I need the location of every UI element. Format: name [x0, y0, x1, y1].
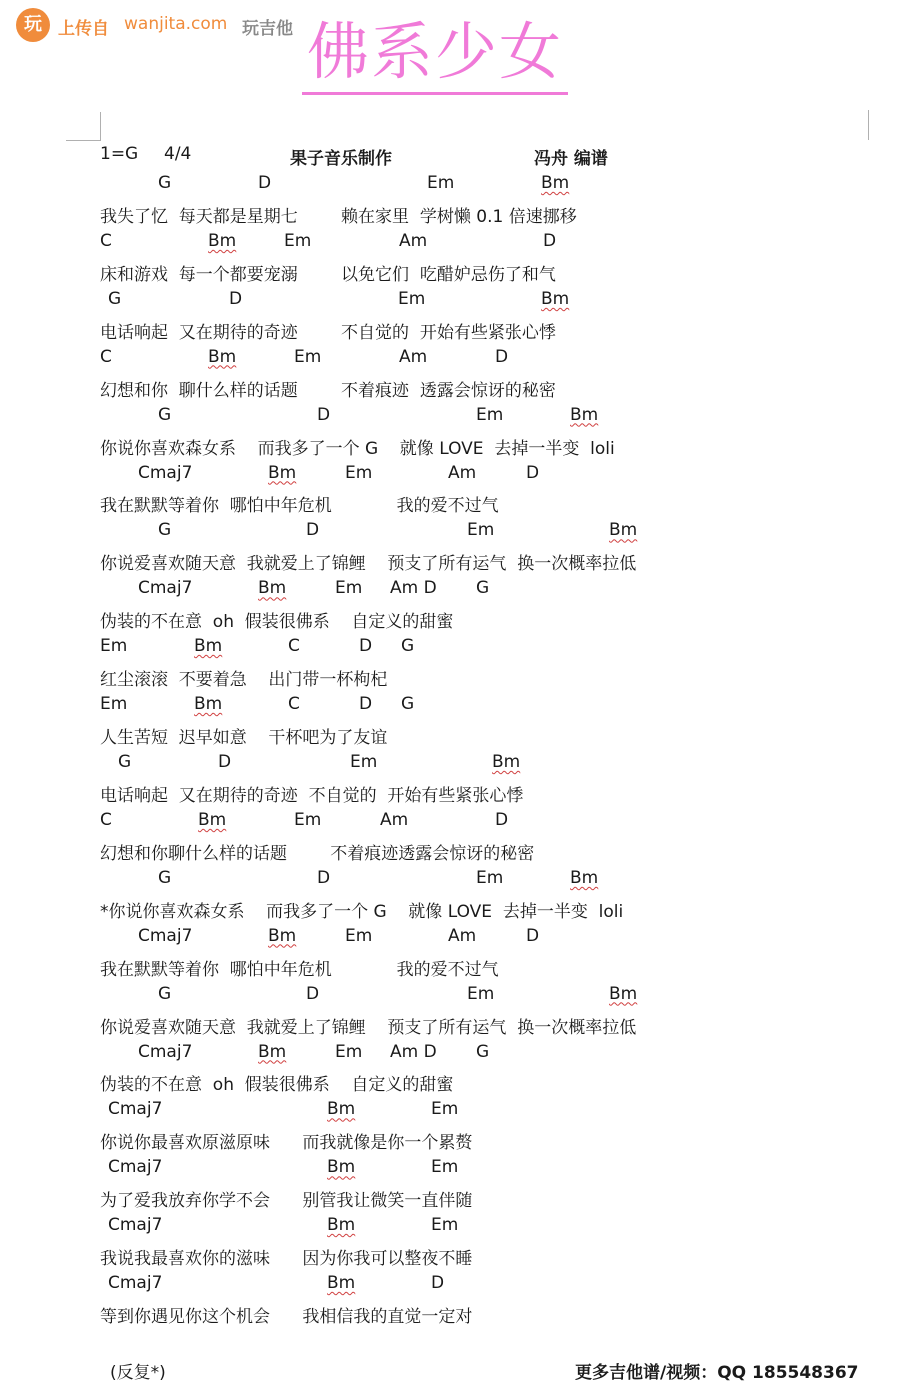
site-logo-icon: 玩 — [16, 8, 50, 42]
chord-symbol: D — [218, 752, 232, 772]
lyric-text: 幻想和你 聊什么样的话题 不着痕迹 透露会惊讶的秘密 — [100, 380, 556, 401]
page-margin-mark-left — [66, 112, 101, 141]
chord-symbol: Em — [345, 462, 373, 483]
chord-symbol: Am — [380, 809, 409, 830]
lyric-text: 电话响起 又在期待的奇迹 不自觉的 开始有些紧张心悸 — [100, 785, 524, 806]
chord-line — [0, 984, 900, 1012]
chord-symbol: Em — [467, 520, 495, 541]
song-title: 佛系少女 — [306, 15, 563, 88]
lyric-line — [0, 1070, 900, 1098]
chord-line — [0, 405, 900, 433]
time-signature: 4/4 — [164, 144, 192, 164]
chord-symbol: Em — [345, 925, 373, 946]
watermark-site-link[interactable]: wanjita.com — [124, 14, 228, 34]
chord-symbol: Cmaj7 — [108, 1157, 163, 1178]
lyric-line — [0, 607, 900, 635]
chord-symbol: Bm — [268, 462, 297, 483]
lyric-text: 等到你遇见你这个机会 我相信我的直觉一定对 — [100, 1307, 473, 1328]
lyric-line — [0, 1186, 900, 1214]
chord-line — [0, 173, 900, 201]
repeat-note: (反复*) — [110, 1363, 166, 1383]
chord-line — [0, 1157, 900, 1185]
lyric-text: 你说爱喜欢随天意 我就爱上了锦鲤 预支了所有运气 换一次概率拉低 — [100, 554, 637, 575]
chord-symbol: G — [158, 983, 172, 1004]
lyric-line — [0, 839, 900, 867]
chord-symbol: Cmaj7 — [138, 578, 193, 599]
chord-symbol: Bm — [194, 636, 223, 657]
lyric-line — [0, 781, 900, 809]
chord-symbol: D — [359, 694, 373, 715]
chord-symbol: G — [158, 520, 172, 541]
chord-symbol: Em — [350, 752, 378, 772]
chord-line — [0, 926, 900, 954]
chord-line — [0, 578, 900, 606]
lyric-text: 红尘滚滚 不要着急 出门带一杯枸杞 — [100, 670, 388, 691]
chord-symbol: C — [288, 694, 300, 715]
chord-line — [0, 1042, 900, 1070]
chord-symbol: D — [258, 173, 272, 193]
chord-line — [0, 1215, 900, 1243]
chord-symbol: Bm — [541, 173, 570, 193]
chord-symbol: Bm — [541, 288, 570, 309]
lyric-line — [0, 1013, 900, 1041]
lyric-line — [0, 897, 900, 925]
lyric-line — [0, 260, 900, 288]
watermark-upload-text: 上传自 — [58, 19, 109, 39]
lyric-text: 你说你喜欢森女系 而我多了一个 G 就像 LOVE 去掉一半变 loli — [100, 438, 615, 459]
chord-symbol: G — [108, 288, 122, 309]
chord-line — [0, 520, 900, 548]
title-underline — [302, 92, 568, 95]
chord-symbol: C — [100, 346, 112, 367]
chord-symbol: Am D — [390, 1041, 437, 1062]
chord-symbol: Bm — [208, 346, 237, 367]
chord-symbol: Bm — [327, 1099, 356, 1120]
chord-symbol: C — [288, 636, 300, 657]
chord-symbol: G — [158, 404, 172, 425]
chord-line — [0, 810, 900, 838]
chord-symbol: Bm — [208, 230, 237, 251]
lyric-line — [0, 376, 900, 404]
chord-symbol: Em — [476, 867, 504, 888]
chord-symbol: Em — [100, 694, 128, 715]
lyric-text: 我说我最喜欢你的滋味 因为你我可以整夜不睡 — [100, 1249, 473, 1270]
chord-symbol: Cmaj7 — [138, 1041, 193, 1062]
lyric-text: 幻想和你聊什么样的话题 不着痕迹透露会惊讶的秘密 — [100, 843, 535, 864]
chord-symbol: Bm — [258, 1041, 287, 1062]
chord-symbol: Em — [294, 809, 322, 830]
lyric-text: 为了爱我放弃你学不会 别管我让微笑一直伴随 — [100, 1191, 473, 1212]
chord-line — [0, 868, 900, 896]
chord-symbol: G — [158, 867, 172, 888]
lyric-text: 床和游戏 每一个都要宠溺 以免它们 吃醋妒忌伤了和气 — [100, 264, 556, 285]
lyric-line — [0, 318, 900, 346]
chord-line — [0, 1099, 900, 1127]
chord-line — [0, 694, 900, 722]
chord-symbol: Cmaj7 — [108, 1215, 163, 1236]
chord-symbol: G — [401, 694, 415, 715]
chord-line — [0, 289, 900, 317]
watermark-brand: 玩吉他 — [242, 19, 293, 39]
chord-symbol: Em — [335, 578, 363, 599]
chord-symbol: Bm — [570, 404, 599, 425]
chord-symbol: G — [401, 636, 415, 657]
chord-symbol: Bm — [258, 578, 287, 599]
producer-credit: 果子音乐制作 — [290, 149, 392, 169]
chord-symbol: Bm — [327, 1157, 356, 1178]
chord-symbol: Bm — [492, 752, 521, 772]
chord-symbol: D — [526, 462, 540, 483]
chord-line — [0, 636, 900, 664]
chord-symbol: Em — [335, 1041, 363, 1062]
chord-symbol: D — [229, 288, 243, 309]
chord-line — [0, 752, 900, 780]
chord-symbol: Em — [427, 173, 455, 193]
chord-symbol: Em — [398, 288, 426, 309]
chord-symbol: G — [476, 1041, 490, 1062]
chord-symbol: Em — [100, 636, 128, 657]
chord-symbol: Bm — [327, 1273, 356, 1294]
lyric-text: 我在默默等着你 哪怕中年危机 我的爱不过气 — [100, 959, 499, 980]
chord-line — [0, 463, 900, 491]
lyric-line — [0, 491, 900, 519]
chord-symbol: D — [495, 346, 509, 367]
lyric-text: 我在默默等着你 哪怕中年危机 我的爱不过气 — [100, 496, 499, 517]
lyric-text: 你说你最喜欢原滋原味 而我就像是你一个累赘 — [100, 1133, 473, 1154]
chord-symbol: Bm — [194, 694, 223, 715]
chord-symbol: G — [118, 752, 132, 772]
chord-symbol: Em — [431, 1099, 459, 1120]
chord-line — [0, 347, 900, 375]
chord-symbol: G — [476, 578, 490, 599]
chord-symbol: D — [495, 809, 509, 830]
lyric-line — [0, 202, 900, 230]
lyric-line — [0, 1302, 900, 1330]
chord-symbol: Am D — [390, 578, 437, 599]
chord-symbol: Em — [467, 983, 495, 1004]
chord-symbol: G — [158, 173, 172, 193]
chord-symbol: D — [306, 983, 320, 1004]
chord-symbol: Em — [294, 346, 322, 367]
chord-symbol: Em — [431, 1215, 459, 1236]
chord-symbol: Bm — [570, 867, 599, 888]
chord-symbol: D — [317, 404, 331, 425]
chord-symbol: Am — [448, 925, 477, 946]
chord-symbol: Bm — [198, 809, 227, 830]
chord-line — [0, 1273, 900, 1301]
page-margin-mark-right — [868, 110, 870, 140]
chord-symbol: D — [359, 636, 373, 657]
lyric-line — [0, 955, 900, 983]
chord-symbol: Em — [284, 230, 312, 251]
chord-symbol: Cmaj7 — [138, 925, 193, 946]
lyric-text: 电话响起 又在期待的奇迹 不自觉的 开始有些紧张心悸 — [100, 322, 556, 343]
chord-symbol: Em — [431, 1157, 459, 1178]
contact-info: 更多吉他谱/视频：QQ 185548367 — [575, 1363, 859, 1383]
chord-symbol: Bm — [327, 1215, 356, 1236]
lyric-line — [0, 549, 900, 577]
lyric-text: 人生苦短 迟早如意 干杯吧为了友谊 — [100, 728, 388, 749]
chord-symbol: Bm — [609, 983, 638, 1004]
chord-symbol: Cmaj7 — [108, 1273, 163, 1294]
lyric-text: *你说你喜欢森女系 而我多了一个 G 就像 LOVE 去掉一半变 loli — [100, 901, 624, 922]
chord-symbol: Cmaj7 — [138, 462, 193, 483]
chord-symbol: D — [317, 867, 331, 888]
chord-symbol: D — [306, 520, 320, 541]
chord-symbol: Bm — [609, 520, 638, 541]
chord-symbol: Bm — [268, 925, 297, 946]
chord-line — [0, 231, 900, 259]
lyric-text: 伪装的不在意 oh 假装很佛系 自定义的甜蜜 — [100, 612, 454, 633]
chord-symbol: Am — [399, 230, 428, 251]
chord-symbol: D — [526, 925, 540, 946]
lyric-line — [0, 1128, 900, 1156]
lyric-text: 伪装的不在意 oh 假装很佛系 自定义的甜蜜 — [100, 1075, 454, 1096]
chord-symbol: C — [100, 809, 112, 830]
key-signature: 1=G — [100, 144, 139, 164]
chord-symbol: Cmaj7 — [108, 1099, 163, 1120]
lyric-text: 我失了忆 每天都是星期七 赖在家里 学树懒 0.1 倍速挪移 — [100, 206, 577, 227]
arranger-credit: 冯舟 编谱 — [534, 149, 608, 169]
lyric-line — [0, 1244, 900, 1272]
lyric-line — [0, 434, 900, 462]
chord-symbol: Am — [399, 346, 428, 367]
lyric-line — [0, 723, 900, 751]
chord-symbol: D — [431, 1273, 445, 1294]
chord-symbol: C — [100, 230, 112, 251]
chord-symbol: Em — [476, 404, 504, 425]
lyric-text: 你说爱喜欢随天意 我就爱上了锦鲤 预支了所有运气 换一次概率拉低 — [100, 1017, 637, 1038]
lyric-line — [0, 665, 900, 693]
chord-symbol: Am — [448, 462, 477, 483]
chord-symbol: D — [543, 230, 557, 251]
